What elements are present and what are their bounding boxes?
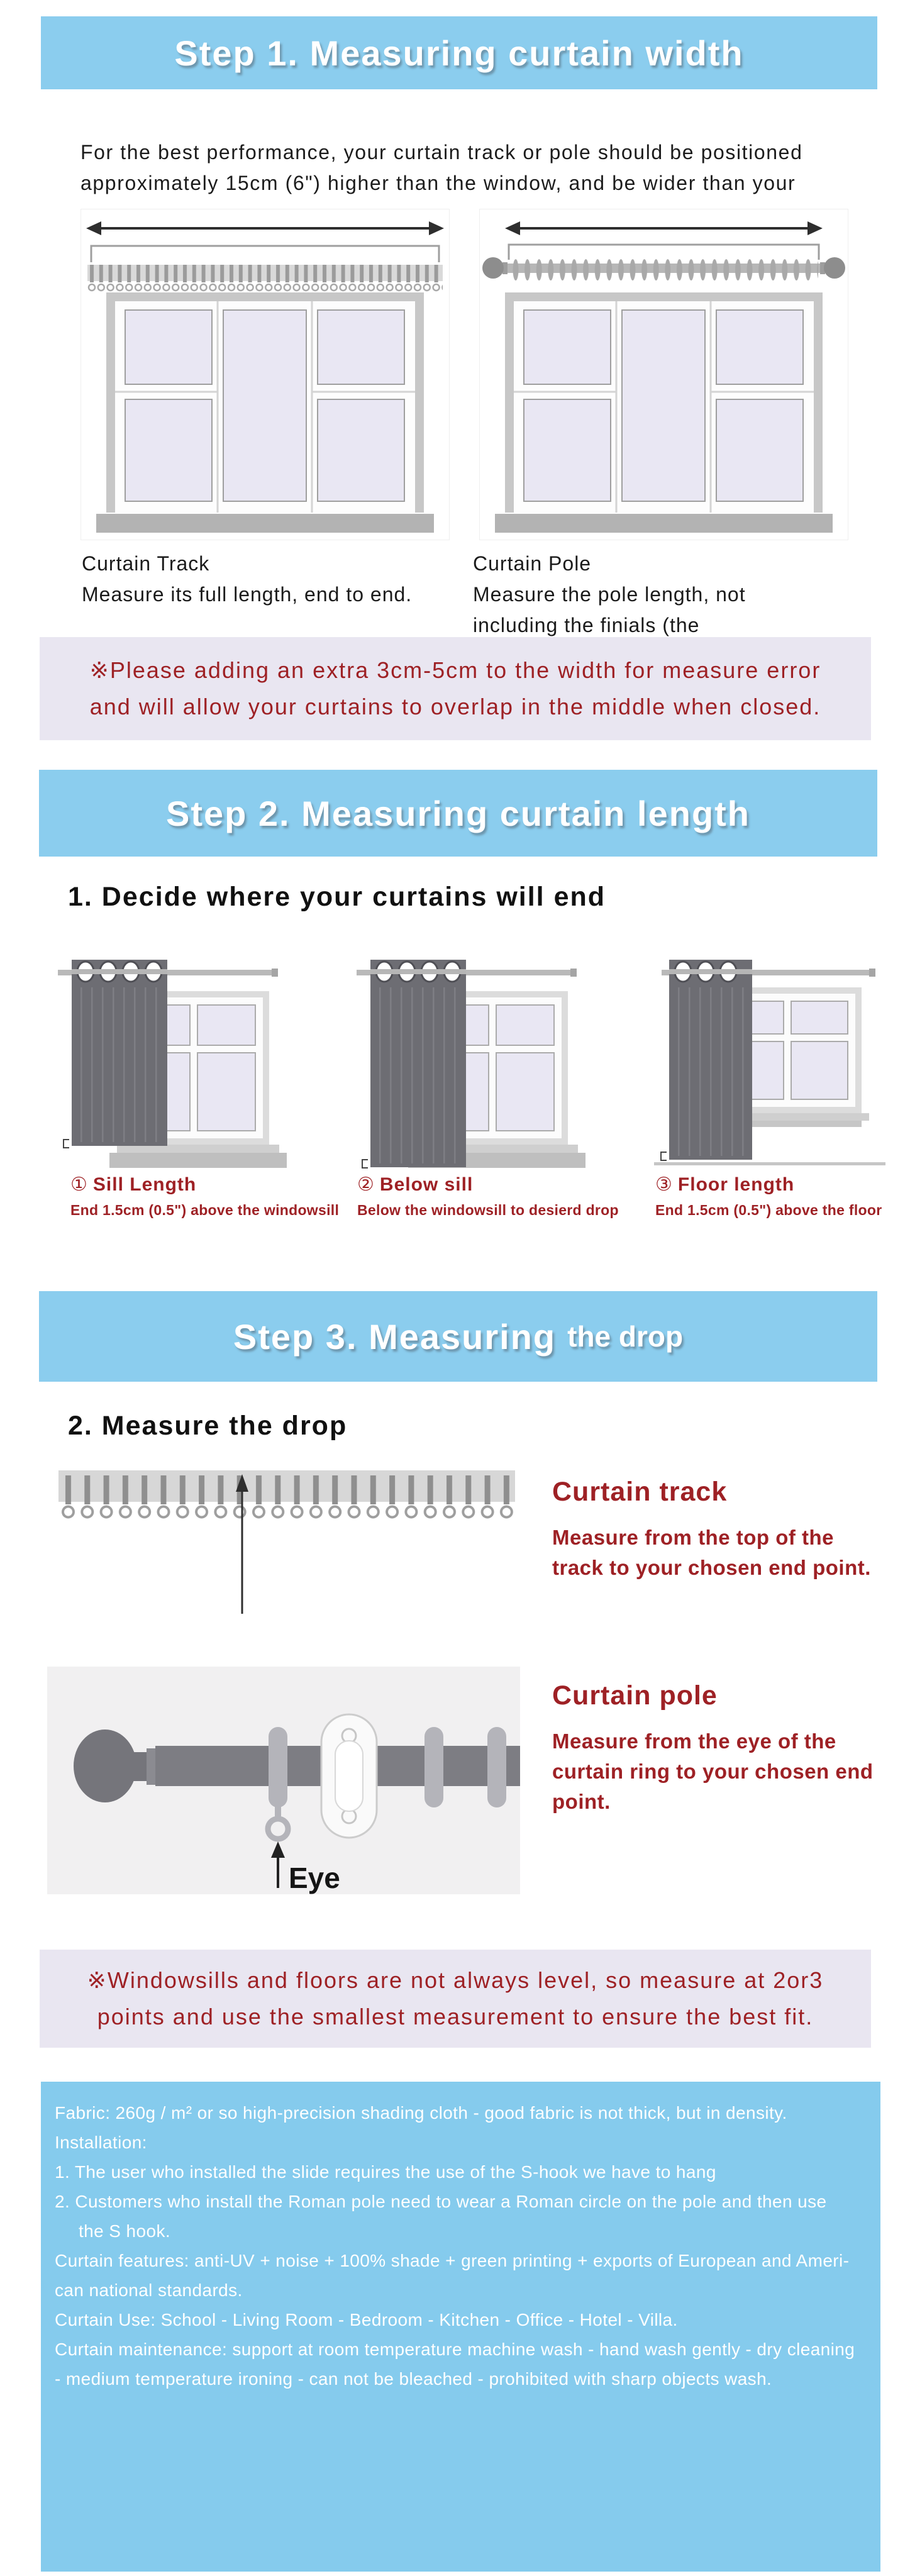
step1-banner	[41, 16, 877, 89]
pole-drop-desc2: curtain ring to your chosen end	[552, 1760, 874, 1783]
eye-label: Eye	[289, 1862, 340, 1894]
option-title: Below sill	[379, 1174, 474, 1195]
floor-line	[654, 1162, 885, 1165]
pole-drop-diagram	[47, 1667, 520, 1897]
pole-drop-desc1: Measure from the eye of the	[552, 1729, 836, 1753]
curtain-pole-caption-desc2: including the finials (the	[473, 614, 700, 636]
step1-intro	[80, 137, 802, 199]
window-panes	[524, 310, 803, 501]
pole-drop-title: Curtain pole	[552, 1680, 718, 1711]
option-number: ②	[357, 1174, 375, 1195]
curtain-pole-caption-title: Curtain Pole	[473, 552, 592, 575]
track-drop-title: Curtain track	[552, 1477, 728, 1507]
step1-note-line2: and will allow your curtains to overlap in the middle when closed.	[89, 694, 821, 719]
window-sill	[96, 514, 434, 533]
curtain-graphic	[370, 960, 466, 1167]
step2-heading: 1. Decide where your curtains will end	[68, 882, 606, 912]
step1-intro-line1: For the best performance, your curtain track or pole should be positioned	[80, 141, 803, 164]
option-number: ①	[70, 1174, 88, 1195]
pole-drop-text	[552, 1680, 874, 1817]
curtain-pole-caption-desc1: Measure the pole length, not	[473, 583, 746, 606]
finial-left	[482, 257, 504, 279]
curtain-track-caption-title: Curtain Track	[82, 552, 210, 575]
footer-line: - medium temperature ironing - can not be bleached - prohibited with sharp objects wash.	[55, 2369, 772, 2389]
wall-bracket	[321, 1714, 377, 1838]
curtain-track-window-art	[81, 209, 449, 540]
finial-ball	[74, 1729, 136, 1802]
product-info-footer	[41, 2082, 880, 2572]
curtain-pole-window-diagram	[479, 209, 848, 540]
curtain-pole-caption	[473, 548, 746, 641]
sill-length-diagram	[55, 951, 289, 1174]
window-sill	[495, 514, 833, 533]
footer-line-features: Curtain features: anti-UV + noise + 100% shade + green printing + exports of European and Ameri-	[55, 2251, 850, 2270]
footer-line: can national standards.	[55, 2280, 243, 2300]
track-drop-desc1: Measure from the top of the	[552, 1526, 835, 1549]
footer-line: the S hook.	[79, 2221, 171, 2241]
step1-note-line1: ※Please adding an extra 3cm-5cm to the width for measure error	[89, 657, 821, 683]
step2-banner	[39, 770, 877, 857]
step2-banner-title: Step 2. Measuring curtain length	[165, 793, 751, 833]
sill-length-art	[55, 951, 289, 1171]
curtain-graphic	[72, 960, 167, 1146]
finial-right	[824, 257, 845, 279]
option-number: ③	[655, 1174, 673, 1195]
option-floor-length	[655, 1174, 882, 1219]
footer-line: 2. Customers who install the Roman pole need to wear a Roman circle on the pole and then use	[55, 2192, 827, 2211]
curtain-pole-window-art	[480, 209, 848, 540]
floor-length-diagram	[653, 951, 887, 1174]
gap-mark	[362, 1160, 368, 1168]
step3-note-line1: ※Windowsills and floors are not always level, so measure at 2or3	[87, 1967, 824, 1993]
track-hooks	[58, 1475, 515, 1532]
gap-mark	[661, 1152, 667, 1160]
track-drop-desc2: track to your chosen end point.	[552, 1556, 871, 1579]
floor-length-art	[653, 951, 887, 1171]
step1-intro-line2: approximately 15cm (6") higher than the window, and be wider than your	[80, 172, 796, 194]
option-title: Floor length	[677, 1174, 795, 1195]
pole-drop-desc3: point.	[552, 1790, 611, 1813]
option-desc: Below the windowsill to desierd drop	[357, 1202, 619, 1218]
track-drop-diagram	[53, 1467, 525, 1619]
option-desc: End 1.5cm (0.5") above the floor	[655, 1202, 882, 1218]
curtain-track-caption-desc: Measure its full length, end to end.	[82, 583, 413, 606]
step3-note-line2: points and use the smallest measurement to ensure the best fit.	[97, 2004, 814, 2029]
option-sill-length	[70, 1174, 339, 1219]
track-drop-art	[53, 1467, 525, 1616]
step1-note	[40, 637, 871, 740]
step3-banner-title: Step 3. Measuring	[233, 1316, 557, 1357]
step3-banner	[39, 1291, 877, 1382]
window-panes	[125, 310, 404, 501]
curtain-track-caption	[82, 548, 412, 610]
below-sill-art	[354, 951, 588, 1171]
pole-rings	[510, 256, 818, 284]
option-desc: End 1.5cm (0.5") above the windowsill	[70, 1202, 340, 1218]
option-below-sill	[357, 1174, 619, 1219]
below-sill-diagram	[354, 951, 588, 1174]
step3-heading: 2. Measure the drop	[68, 1411, 348, 1441]
curtain-graphic	[669, 960, 752, 1160]
footer-line-installation: Installation:	[55, 2133, 147, 2152]
footer-line-fabric: Fabric: 260g / m² or so high-precision shading cloth - good fabric is not thick, but in density.	[55, 2103, 787, 2123]
footer-line-use: Curtain Use: School - Living Room - Bedroom - Kitchen - Office - Hotel - Villa.	[55, 2310, 678, 2329]
window-graphic	[96, 292, 434, 533]
footer-line-maintenance: Curtain maintenance: support at room temperature machine wash - hand wash gently - dry cleaning	[55, 2340, 855, 2359]
step1-banner-title: Step 1. Measuring curtain width	[174, 33, 744, 73]
track-drop-text	[552, 1477, 871, 1583]
width-arrow-icon	[86, 221, 444, 235]
footer-line: 1. The user who installed the slide requires the use of the S-hook we have to hang	[55, 2162, 716, 2182]
step3-banner-subtitle: the drop	[567, 1320, 684, 1353]
step3-note	[40, 1950, 871, 2048]
option-title: Sill Length	[92, 1174, 197, 1195]
curtain-pole-graphic	[482, 256, 845, 284]
pole-drop-art	[47, 1667, 520, 1894]
window-graphic	[495, 292, 833, 533]
curtain-track-window-diagram	[80, 209, 450, 540]
width-arrow-icon	[505, 221, 823, 235]
measure-bracket	[91, 246, 439, 262]
gap-mark	[64, 1140, 69, 1148]
